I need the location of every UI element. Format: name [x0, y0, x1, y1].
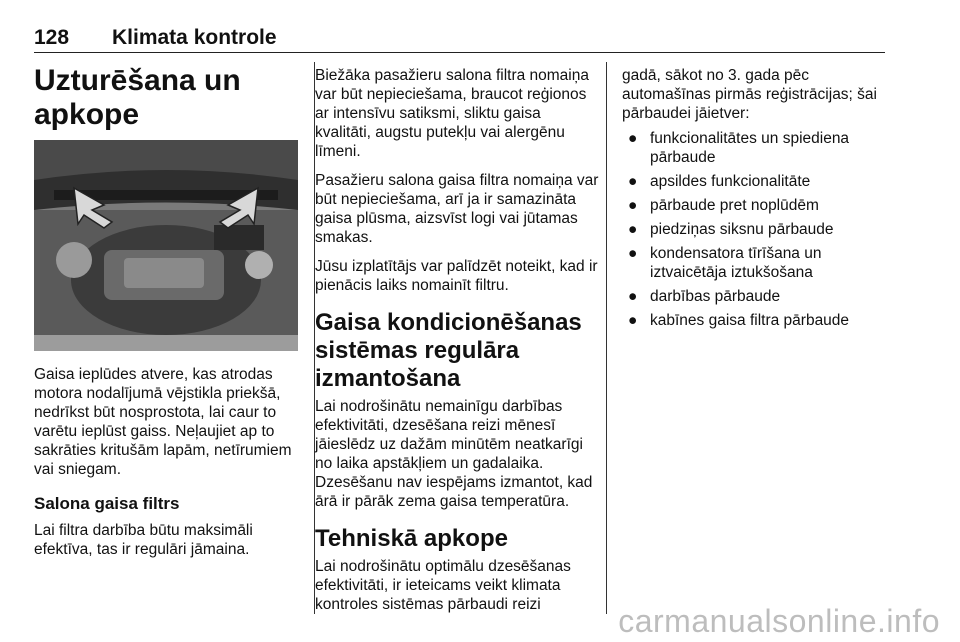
subsection-title-ac-usage: Gaisa kondicionēšanas sistēmas regulāra izmantošana [315, 309, 582, 392]
list-item: ● apsildes funkcionalitāte [628, 173, 811, 190]
list-item: ● kabīnes gaisa filtra pārbaude [628, 312, 850, 329]
section-title: Uzturēšana un apkope [34, 64, 241, 131]
bullet: ● [628, 130, 638, 147]
bullet: ● [628, 221, 638, 238]
bullet: ● [628, 288, 638, 305]
chapter-title: Klimata kontrole [112, 26, 277, 49]
paragraph-filter-frequency: Biežāka pasažieru salona filtra nomaiņa var būt nepieciešama, braucot reģionos ar intensīvu satiksmi, sliktu gaisa kvalitāti, augstu putekļu vai alergēnu līmeni. [315, 67, 589, 160]
page-header [34, 26, 885, 53]
page-number: 128 [34, 26, 70, 49]
paragraph-cabin-filter: Lai filtra darbība būtu maksimāli efektīva, tas ir regulāri jāmaina. [34, 522, 253, 558]
bullet: ● [628, 245, 638, 262]
column-1-text [34, 365, 302, 569]
column-2 [315, 66, 600, 624]
watermark: carmanualsonline.info [618, 603, 940, 639]
paragraph-inspection-intro: gadā, sākot no 3. gada pēc automašīnas pirmās reģistrācijas; šai pārbaudei jāietver: [622, 67, 877, 122]
column-divider-2 [606, 62, 607, 614]
engine-bay-photo [34, 140, 298, 351]
subsection-title-maintenance: Tehniskā apkope [315, 525, 508, 552]
list-item: ● darbības pārbaude [628, 288, 781, 305]
list-item: ● kondensatora tīrīšana un iztvaicētāja iztukšošana [628, 245, 822, 281]
list-item: ● funkcionalitātes un spiediena pārbaude [628, 130, 850, 166]
list-item: ● pārbaude pret noplūdēm [628, 197, 819, 214]
photo-caption: Gaisa ieplūdes atvere, kas atrodas motora nodalījumā vējstikla priekšā, nedrīkst būt nosprostota, lai caur to varētu ieplūst gaiss. Neļaujiet ap to sakrāties kritušām lapām, netīrumiem vai sniegam. [34, 366, 292, 478]
list-item: ● piedziņas siksnu pārbaude [628, 221, 834, 238]
bullet: ● [628, 312, 638, 329]
bullet: ● [628, 173, 638, 190]
bullet: ● [628, 197, 638, 214]
paragraph-filter-airflow: Pasažieru salona gaisa filtra nomaiņa var būt nepieciešama, arī ja ir samazināta gaisa plūsma, aizsvīst logi vai jūtamas smakas. [315, 172, 599, 246]
subsection-title-cabin-filter: Salona gaisa filtrs [34, 494, 180, 513]
paragraph-maintenance: Lai nodrošinātu optimālu dzesēšanas efektivitāti, ir ieteicams veikt klimata kontroles sistēmas pārbaudi reizi [315, 558, 571, 613]
inspection-list [622, 129, 890, 330]
paragraph-dealer: Jūsu izplatītājs var palīdzēt noteikt, kad ir pienācis laiks nomainīt filtru. [315, 258, 598, 294]
paragraph-ac-usage: Lai nodrošinātu nemainīgu darbības efektivitāti, dzesēšana reizi mēnesī jāieslēdz uz dažām minūtēm neatkarīgi no laika apstākļiem un gadalaika. Dzesēšanu nav iespējams izmantot, kad ārā ir pārāk zema gaisa temperatūra. [315, 398, 593, 510]
column-3 [622, 66, 890, 335]
